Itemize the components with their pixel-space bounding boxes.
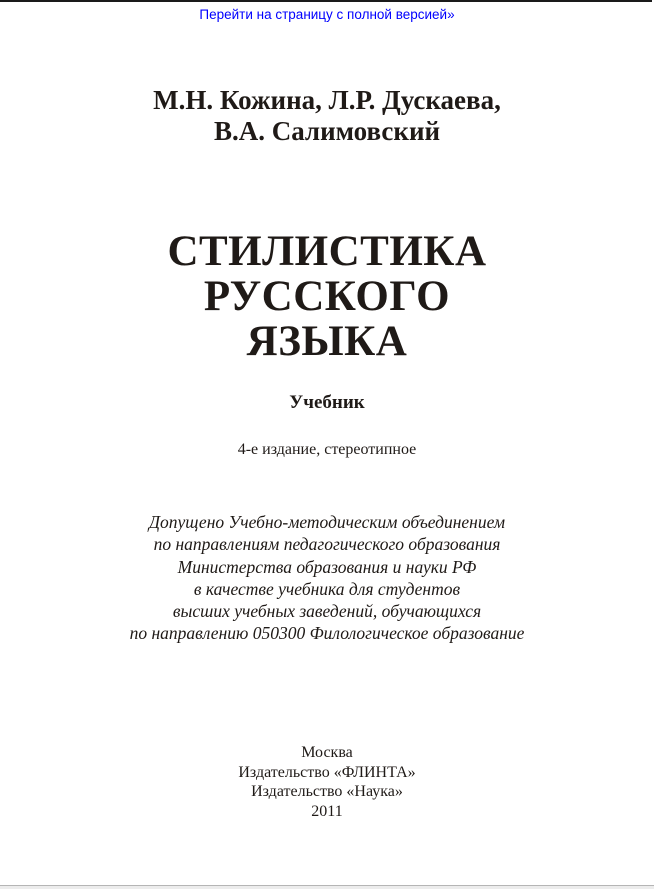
authors [0, 85, 654, 147]
approval-line-2: по направлениям педагогического образования [153, 534, 501, 555]
edition-label: 4-е издание, стереотипное [237, 441, 417, 458]
imprint-year: 2011 [311, 802, 343, 820]
book-title-line-2: РУССКОГО [203, 273, 451, 320]
imprint-publisher-1: Издательство «ФЛИНТА» [238, 763, 416, 781]
full-version-link[interactable]: Перейти на страницу с полной версией» [199, 7, 455, 22]
book-title [0, 229, 654, 364]
approval-statement [0, 511, 654, 645]
approval-line-1: Допущено Учебно-методическим объединением [148, 512, 506, 532]
imprint [0, 743, 654, 821]
book-title-line-3: ЯЗЫКА [246, 318, 408, 365]
imprint-publisher-2: Издательство «Наука» [251, 783, 403, 800]
approval-line-6: по направлению 050300 Филологическое образование [129, 623, 525, 644]
genre-label: Учебник [289, 392, 365, 413]
authors-line-2: В.А. Салимовский [213, 116, 441, 146]
top-border [0, 0, 652, 2]
approval-line-4: в качестве учебника для студентов [193, 578, 461, 599]
approval-line-3: Министерства образования и науки РФ [177, 556, 477, 577]
book-title-line-1: СТИЛИСТИКА [167, 228, 487, 275]
imprint-city: Москва [301, 744, 353, 761]
authors-line-1: М.Н. Кожина, Л.Р. Дускаева, [153, 85, 501, 115]
approval-line-5: высших учебных заведений, обучающихся [172, 601, 482, 622]
